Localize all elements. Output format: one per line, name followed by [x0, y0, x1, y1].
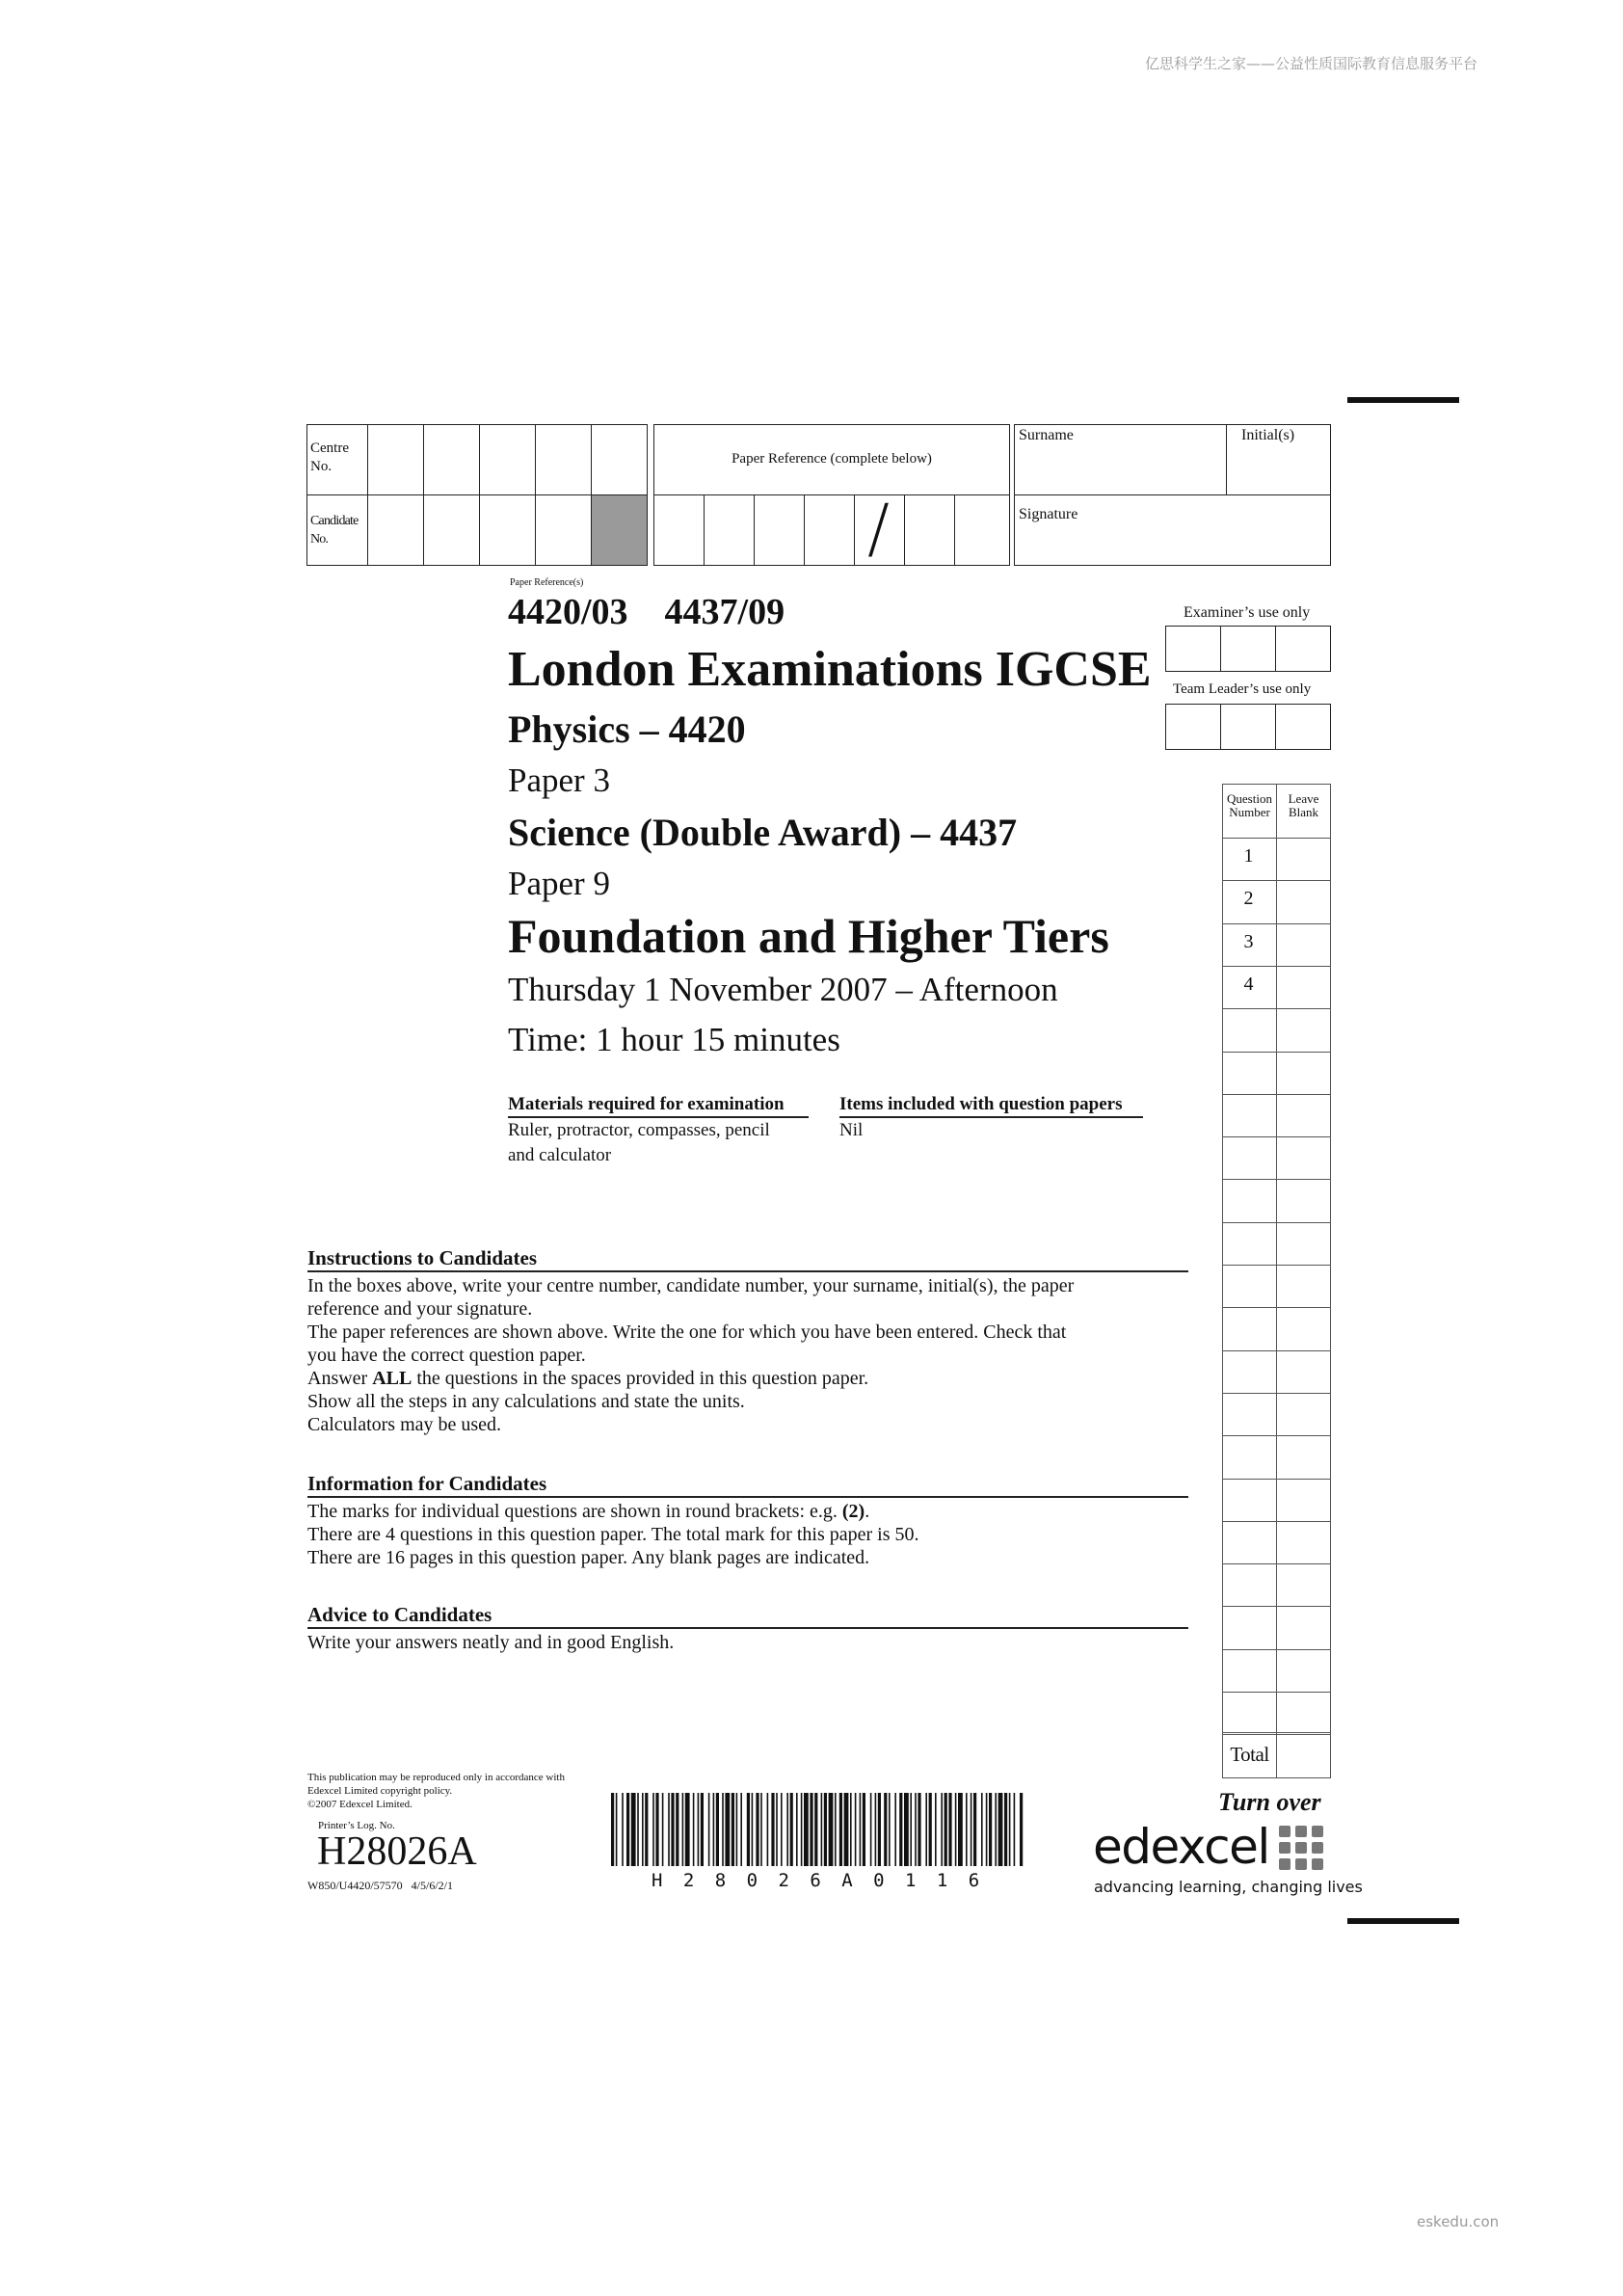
leave-blank-cell[interactable] — [1276, 1179, 1331, 1223]
edexcel-logo — [1093, 1820, 1325, 1874]
barcode-bar — [725, 1793, 730, 1866]
information-line: There are 16 pages in this question paper. Any blank pages are indicated. — [307, 1547, 870, 1568]
barcode-bar — [652, 1793, 654, 1866]
barcode-bar — [948, 1793, 951, 1866]
items-heading: Items included with question papers — [839, 1093, 1143, 1118]
question-number-cell — [1222, 1435, 1277, 1480]
barcode-bar — [655, 1793, 658, 1866]
candidate-digit-box-shaded — [591, 494, 648, 566]
question-number-cell — [1222, 1563, 1277, 1607]
leave-blank-heading: Leave Blank — [1288, 791, 1319, 819]
barcode-bar — [986, 1793, 988, 1866]
barcode-bar — [875, 1793, 877, 1866]
barcode-bar — [870, 1793, 872, 1866]
paper-ref-box[interactable] — [754, 494, 805, 566]
barcode-bar — [642, 1793, 644, 1866]
barcode-bar — [884, 1793, 887, 1866]
barcode-bar — [626, 1793, 629, 1866]
barcode-bar — [736, 1793, 738, 1866]
leave-blank-cell[interactable] — [1276, 1435, 1331, 1480]
team-leader-use-label: Team Leader’s use only — [1173, 681, 1312, 697]
barcode-bar — [693, 1793, 695, 1866]
turn-over-label: Turn over — [1218, 1788, 1321, 1816]
examiner-initial-box[interactable] — [1275, 626, 1331, 672]
paper-ref-box[interactable] — [704, 494, 755, 566]
information-heading: Information for Candidates — [307, 1471, 1188, 1498]
exam-time: Time: 1 hour 15 minutes — [508, 1021, 840, 1058]
leave-blank-cell[interactable] — [1276, 838, 1331, 881]
candidate-digit-box[interactable] — [535, 494, 592, 566]
materials-heading: Materials required for examination — [508, 1093, 809, 1118]
barcode-bar — [971, 1793, 972, 1866]
question-number: 2 — [1243, 888, 1254, 909]
barcode-bar — [645, 1793, 648, 1866]
candidate-digit-box[interactable] — [367, 494, 424, 566]
question-number-cell — [1222, 1606, 1277, 1650]
barcode-bar — [844, 1793, 849, 1866]
barcode-bar — [966, 1793, 968, 1866]
paper-ref-box[interactable] — [954, 494, 1010, 566]
initials-label: Initial(s) — [1241, 427, 1295, 443]
instruction-line: reference and your signature. — [307, 1298, 533, 1320]
question-number-cell — [1222, 1008, 1277, 1053]
information-body — [307, 1500, 1184, 1569]
barcode-bar — [860, 1793, 862, 1866]
paper-number-1: Paper 3 — [508, 761, 610, 799]
barcode-bar — [616, 1793, 618, 1866]
items-value: Nil — [839, 1120, 864, 1140]
question-number: 4 — [1243, 974, 1254, 995]
advice-heading: Advice to Candidates — [307, 1602, 1188, 1629]
leave-blank-cell[interactable] — [1276, 1649, 1331, 1693]
materials-line2: and calculator — [508, 1145, 612, 1165]
copyright-line: Edexcel Limited copyright policy. — [307, 1785, 453, 1797]
tiers-title: Foundation and Higher Tiers — [508, 909, 1109, 963]
barcode-bar — [622, 1793, 624, 1866]
question-number-cell — [1222, 1649, 1277, 1693]
question-number: 1 — [1243, 845, 1254, 867]
question-number-cell — [1222, 1136, 1277, 1180]
centre-digit-box[interactable] — [367, 424, 424, 495]
materials-line1: Ruler, protractor, compasses, pencil — [508, 1120, 770, 1140]
leave-blank-cell[interactable] — [1276, 1393, 1331, 1436]
example-marks: (2) — [841, 1501, 865, 1522]
barcode-bar — [801, 1793, 803, 1866]
leave-blank-cell[interactable] — [1276, 923, 1331, 967]
barcode-bar — [958, 1793, 963, 1866]
barcode-bar — [713, 1793, 715, 1866]
copyright-line: This publication may be reproduced only in accordance with — [307, 1772, 565, 1783]
team-leader-initial-box[interactable] — [1220, 704, 1276, 750]
barcode-bar — [804, 1793, 809, 1866]
barcode-bar — [821, 1793, 823, 1866]
barcode-bar — [894, 1793, 896, 1866]
leave-blank-cell[interactable] — [1276, 1307, 1331, 1351]
team-leader-initial-box[interactable] — [1165, 704, 1221, 750]
paper-ref-box[interactable] — [904, 494, 955, 566]
paper-ref-box[interactable] — [804, 494, 855, 566]
question-number-cell — [1222, 1094, 1277, 1137]
question-number-cell — [1222, 1479, 1277, 1522]
barcode-bar — [810, 1793, 812, 1866]
team-leader-initial-box[interactable] — [1275, 704, 1331, 750]
barcode-bar — [863, 1793, 865, 1866]
examiner-use-label: Examiner’s use only — [1184, 604, 1311, 621]
barcode-bar — [611, 1793, 614, 1866]
leave-blank-cell[interactable] — [1276, 1606, 1331, 1650]
leave-blank-cell[interactable] — [1276, 966, 1331, 1009]
barcode-bar — [776, 1793, 778, 1866]
edexcel-tagline: advancing learning, changing lives — [1094, 1878, 1363, 1896]
paper-references: 4420/03 4437/09 — [508, 592, 785, 632]
barcode-bar — [889, 1793, 891, 1866]
advice-line: Write your answers neatly and in good English. — [307, 1632, 675, 1653]
paper-ref-slash: / — [867, 491, 890, 567]
surname-label: Surname — [1019, 427, 1074, 443]
barcode-bar — [796, 1793, 798, 1866]
barcode-bar — [708, 1793, 710, 1866]
instruction-line: The paper references are shown above. Write the one for which you have been entered. Check that — [307, 1322, 1067, 1343]
centre-no-label: Centre No. — [310, 441, 349, 474]
barcode-bar — [915, 1793, 917, 1866]
paper-number-2: Paper 9 — [508, 865, 610, 902]
leave-blank-cell[interactable] — [1276, 1350, 1331, 1394]
question-number-cell — [1222, 1222, 1277, 1266]
barcode-bar — [760, 1793, 762, 1866]
advice-body — [307, 1631, 1184, 1654]
barcode-bar — [1009, 1793, 1011, 1866]
barcode-bar — [732, 1793, 734, 1866]
barcode-bar — [1020, 1793, 1023, 1866]
barcode-text: H 2 8 0 2 6 A 0 1 1 6 — [652, 1870, 985, 1891]
question-number-cell — [1222, 1265, 1277, 1308]
leave-blank-cell[interactable] — [1276, 1692, 1331, 1735]
leave-blank-cell[interactable] — [1276, 1521, 1331, 1564]
instructions-body — [307, 1274, 1184, 1436]
barcode-bar — [829, 1793, 834, 1866]
question-number-cell — [1222, 1521, 1277, 1564]
signature-label: Signature — [1019, 506, 1078, 522]
barcode-bar — [668, 1793, 670, 1866]
instruction-line-answer-all: Answer ALL the questions in the spaces provided in this question paper. — [307, 1368, 869, 1389]
subject-science: Science (Double Award) – 4437 — [508, 811, 1018, 854]
leave-blank-cell[interactable] — [1276, 1265, 1331, 1308]
candidate-no-label: Candidate No. — [310, 514, 359, 547]
barcode-bar — [676, 1793, 678, 1866]
question-number-cell — [1222, 1350, 1277, 1394]
leave-blank-cell[interactable] — [1276, 1052, 1331, 1095]
total-label: Total — [1230, 1743, 1269, 1766]
leave-blank-cell[interactable] — [1276, 1563, 1331, 1607]
barcode-bar — [685, 1793, 690, 1866]
barcode-bar — [740, 1793, 742, 1866]
barcode-bar — [767, 1793, 769, 1866]
leave-blank-cell[interactable] — [1276, 1094, 1331, 1137]
barcode-bar — [925, 1793, 927, 1866]
total-mark-box[interactable] — [1276, 1732, 1331, 1778]
barcode-bar — [941, 1793, 943, 1866]
printers-log-label: Printer’s Log. No. — [318, 1820, 395, 1831]
question-number-cell — [1222, 1393, 1277, 1436]
question-number-cell — [1222, 1052, 1277, 1095]
question-number-cell — [1222, 1179, 1277, 1223]
copyright-line: ©2007 Edexcel Limited. — [307, 1799, 412, 1810]
barcode-bar — [945, 1793, 947, 1866]
barcode-bar — [771, 1793, 774, 1866]
barcode-bar — [1004, 1793, 1007, 1866]
barcode-bar — [835, 1793, 837, 1866]
leave-blank-cell[interactable] — [1276, 1479, 1331, 1522]
candidate-digit-box[interactable] — [479, 494, 536, 566]
instruction-line: Show all the steps in any calculations and state the units. — [307, 1391, 745, 1412]
examiner-initial-box[interactable] — [1165, 626, 1221, 672]
barcode-bar — [995, 1793, 997, 1866]
barcode-bar — [918, 1793, 920, 1866]
barcode-bar — [1014, 1793, 1016, 1866]
corner-bar-bottom — [1347, 1918, 1459, 1924]
barcode-bar — [631, 1793, 636, 1866]
edexcel-dots-icon — [1279, 1826, 1325, 1872]
barcode-bar — [722, 1793, 724, 1866]
exam-title: London Examinations IGCSE — [508, 642, 1152, 697]
centre-digit-box[interactable] — [423, 424, 480, 495]
barcode-bar — [855, 1793, 857, 1866]
information-line: There are 4 questions in this question paper. The total mark for this paper is 50. — [307, 1524, 919, 1545]
centre-digit-box[interactable] — [591, 424, 648, 495]
barcode-bar — [786, 1793, 788, 1866]
leave-blank-cell[interactable] — [1276, 1008, 1331, 1053]
barcode-bar — [637, 1793, 639, 1866]
footer-code: W850/U4420/57570 4/5/6/2/1 — [307, 1879, 453, 1892]
leave-blank-cell[interactable] — [1276, 880, 1331, 924]
barcode-bar — [910, 1793, 912, 1866]
question-number-cell — [1222, 1692, 1277, 1735]
barcode-bar — [998, 1793, 1003, 1866]
barcode-bar — [682, 1793, 684, 1866]
barcode-bar — [662, 1793, 664, 1866]
corner-bar-top — [1347, 397, 1459, 403]
barcode-bar — [981, 1793, 983, 1866]
question-number: 3 — [1243, 931, 1254, 952]
barcode-bar — [973, 1793, 976, 1866]
paper-reference-caption: Paper Reference(s) — [510, 577, 584, 588]
subject-physics: Physics – 4420 — [508, 707, 746, 751]
question-number-cell — [1222, 1307, 1277, 1351]
barcode-bar — [781, 1793, 783, 1866]
barcode-bar — [989, 1793, 992, 1866]
instruction-line: In the boxes above, write your centre number, candidate number, your surname, initial(s), the paper — [307, 1275, 1075, 1296]
barcode-bar — [824, 1793, 827, 1866]
watermark-top: 亿思科学生之家——公益性质国际教育信息服务平台 — [1145, 55, 1478, 72]
barcode-bar — [671, 1793, 674, 1866]
barcode-bar — [790, 1793, 793, 1866]
question-number-heading: Question Number — [1227, 791, 1272, 819]
barcode-bar — [904, 1793, 909, 1866]
instructions-heading: Instructions to Candidates — [307, 1245, 1188, 1272]
paper-ref-box[interactable] — [653, 494, 705, 566]
candidate-digit-box[interactable] — [423, 494, 480, 566]
instruction-line: Calculators may be used. — [307, 1414, 502, 1435]
barcode-bar — [698, 1793, 700, 1866]
barcode-bar — [850, 1793, 852, 1866]
barcode-bar — [747, 1793, 750, 1866]
barcode-bar — [716, 1793, 719, 1866]
barcode-bar — [878, 1793, 881, 1866]
barcode-bar — [839, 1793, 842, 1866]
edexcel-wordmark: edexcel — [1093, 1819, 1269, 1875]
emphasis-all: ALL — [372, 1368, 412, 1389]
watermark-bottom: eskedu.con — [1417, 2213, 1500, 2230]
leave-blank-cell[interactable] — [1276, 1222, 1331, 1266]
barcode-bar — [935, 1793, 937, 1866]
barcode-bar — [701, 1793, 704, 1866]
barcode-bar — [814, 1793, 817, 1866]
printers-log-number: H28026A — [317, 1829, 477, 1874]
instruction-line: you have the correct question paper. — [307, 1345, 586, 1366]
barcode-bar — [756, 1793, 758, 1866]
barcode-bar — [929, 1793, 932, 1866]
paper-reference-label: Paper Reference (complete below) — [732, 451, 932, 467]
centre-digit-box[interactable] — [535, 424, 592, 495]
exam-date: Thursday 1 November 2007 – Afternoon — [508, 971, 1058, 1008]
barcode-bar — [899, 1793, 902, 1866]
barcode-bar — [955, 1793, 957, 1866]
leave-blank-cell[interactable] — [1276, 1136, 1331, 1180]
examiner-initial-box[interactable] — [1220, 626, 1276, 672]
centre-digit-box[interactable] — [479, 424, 536, 495]
barcode-bar — [752, 1793, 754, 1866]
information-line: The marks for individual questions are shown in round brackets: e.g. (2). — [307, 1501, 870, 1522]
